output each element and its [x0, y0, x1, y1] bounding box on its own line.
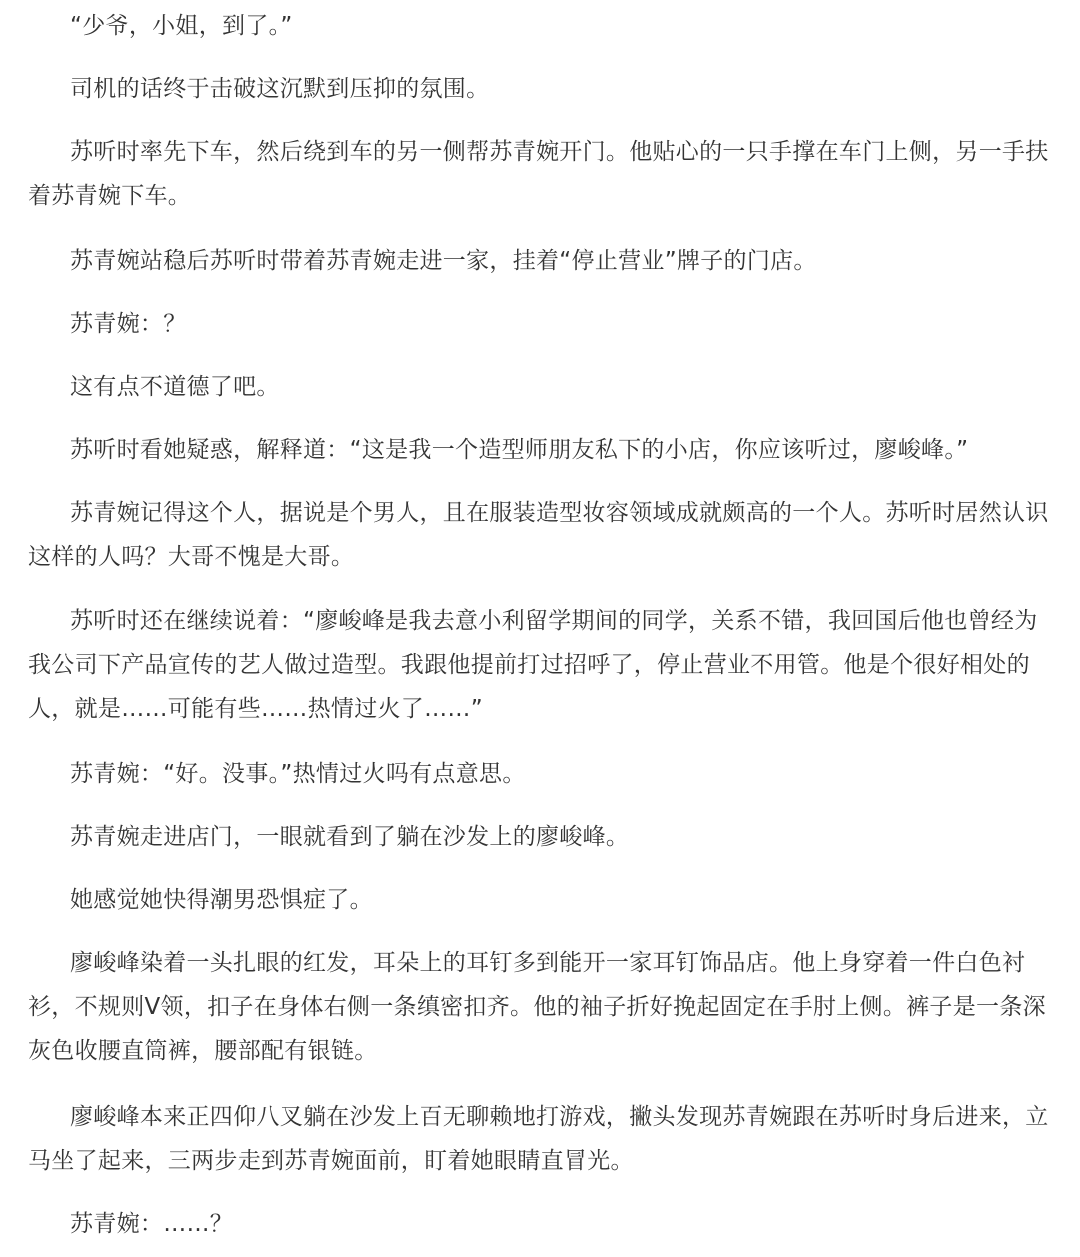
paragraph: 苏青婉：……？ [70, 1211, 234, 1237]
paragraph: “少爷，小姐，到了。” [70, 13, 293, 39]
paragraph: 苏青婉：“好。没事。”热情过火吗有点意思。 [70, 761, 526, 787]
paragraph: 廖峻峰染着一头扎眼的红发，耳朵上的耳钉多到能开一家耳钉饰品店。他上身穿着一件白色衬衫，不规则V领，扣子在身体右侧一条缜密扣齐。他的袖子折好挽起固定在手肘上侧。裤子是一条深灰色收腰直筒裤，腰部配有银链。 [28, 950, 1046, 1064]
paragraph: 苏青婉站稳后苏听时带着苏青婉走进一家，挂着“停止营业”牌子的门店。 [70, 248, 817, 274]
paragraph: 苏青婉记得这个人，据说是个男人，且在服装造型妆容领域成就颇高的一个人。苏听时居然认识这样的人吗？大哥不愧是大哥。 [28, 500, 1049, 570]
paragraph: 苏听时还在继续说着：“廖峻峰是我去意小利留学期间的同学，关系不错，我回国后他也曾经为我公司下产品宣传的艺人做过造型。我跟他提前打过招呼了，停止营业不用管。他是个很好相处的人，就是……可能有些……热情过火了……” [28, 608, 1038, 722]
paragraph: 她感觉她快得潮男恐惧症了。 [70, 887, 373, 913]
paragraph: 司机的话终于击破这沉默到压抑的氛围。 [70, 76, 490, 102]
paragraph: 这有点不道德了吧。 [70, 374, 280, 400]
paragraph: 苏听时率先下车，然后绕到车的另一侧帮苏青婉开门。他贴心的一只手撑在车门上侧，另一手扶着苏青婉下车。 [28, 139, 1049, 209]
paragraph: 苏听时看她疑惑，解释道：“这是我一个造型师朋友私下的小店，你应该听过，廖峻峰。” [70, 437, 969, 463]
paragraph: 苏青婉走进店门，一眼就看到了躺在沙发上的廖峻峰。 [70, 824, 630, 850]
paragraph: 廖峻峰本来正四仰八叉躺在沙发上百无聊赖地打游戏，撇头发现苏青婉跟在苏听时身后进来，立马坐了起来，三两步走到苏青婉面前，盯着她眼睛直冒光。 [28, 1104, 1049, 1174]
paragraph: 苏青婉：？ [70, 311, 187, 337]
